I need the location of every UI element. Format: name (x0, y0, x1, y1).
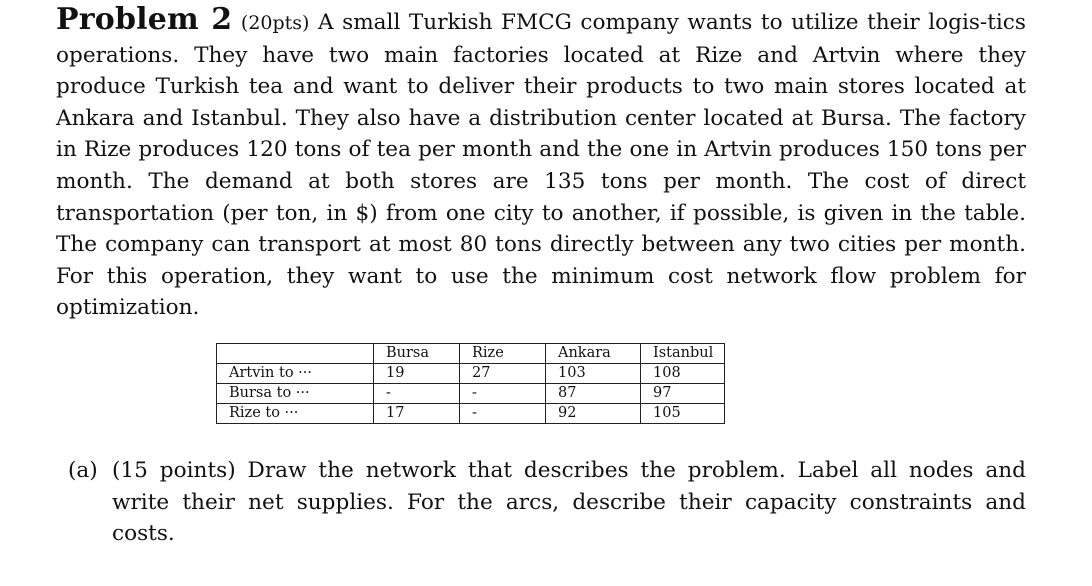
part-a-label: (a) (68, 458, 98, 483)
table-cell: 108 (641, 364, 725, 384)
problem-points: (20pts) (240, 12, 310, 34)
table-cell: 103 (546, 364, 641, 384)
table-header-row (217, 344, 725, 364)
table-row (217, 404, 725, 424)
problem-heading: Problem 2 (56, 2, 233, 37)
question-part-a (56, 455, 1026, 550)
row-label: Artvin to ··· (217, 364, 374, 384)
column-header: Bursa (374, 344, 460, 364)
table-row (217, 364, 725, 384)
row-label: Bursa to ··· (217, 384, 374, 404)
problem-text: A small Turkish FMCG company wants to utilize their logis-tics operations. They have two main factories located at Rize and Artvin where they produce Turkish tea and want to deliver their products to two main stores located at Ankara and Istanbul. They also have a distribution center located at Bursa. The factory in Rize produces 120 tons of tea per month and the one in Artvin produces 150 tons per month. The demand at both stores are 135 tons per month. The cost of direct transportation (per ton, in $) from one city to another, if possible, is given in the table. The company can transport at most 80 tons directly between any two cities per month. For this operation, they want to use the minimum cost network flow problem for optimization. (56, 10, 1026, 321)
transport-cost-table (216, 343, 725, 424)
table-cell: 105 (641, 404, 725, 424)
table-cell: - (460, 404, 546, 424)
table-cell: 97 (641, 384, 725, 404)
problem-statement (56, 4, 1026, 324)
table-cell: 19 (374, 364, 460, 384)
table-cell: 27 (460, 364, 546, 384)
table-cell: 87 (546, 384, 641, 404)
table-corner-cell (217, 344, 374, 364)
table-row (217, 384, 725, 404)
table-cell: - (374, 384, 460, 404)
column-header: Rize (460, 344, 546, 364)
problem-page (56, 4, 1026, 324)
table-cell: 92 (546, 404, 641, 424)
column-header: Istanbul (641, 344, 725, 364)
column-header: Ankara (546, 344, 641, 364)
row-label: Rize to ··· (217, 404, 374, 424)
part-a-text: (15 points) Draw the network that describes the problem. Label all nodes and write their net supplies. For the arcs, describe their capacity constraints and costs. (112, 458, 1026, 547)
table-cell: - (460, 384, 546, 404)
table-cell: 17 (374, 404, 460, 424)
